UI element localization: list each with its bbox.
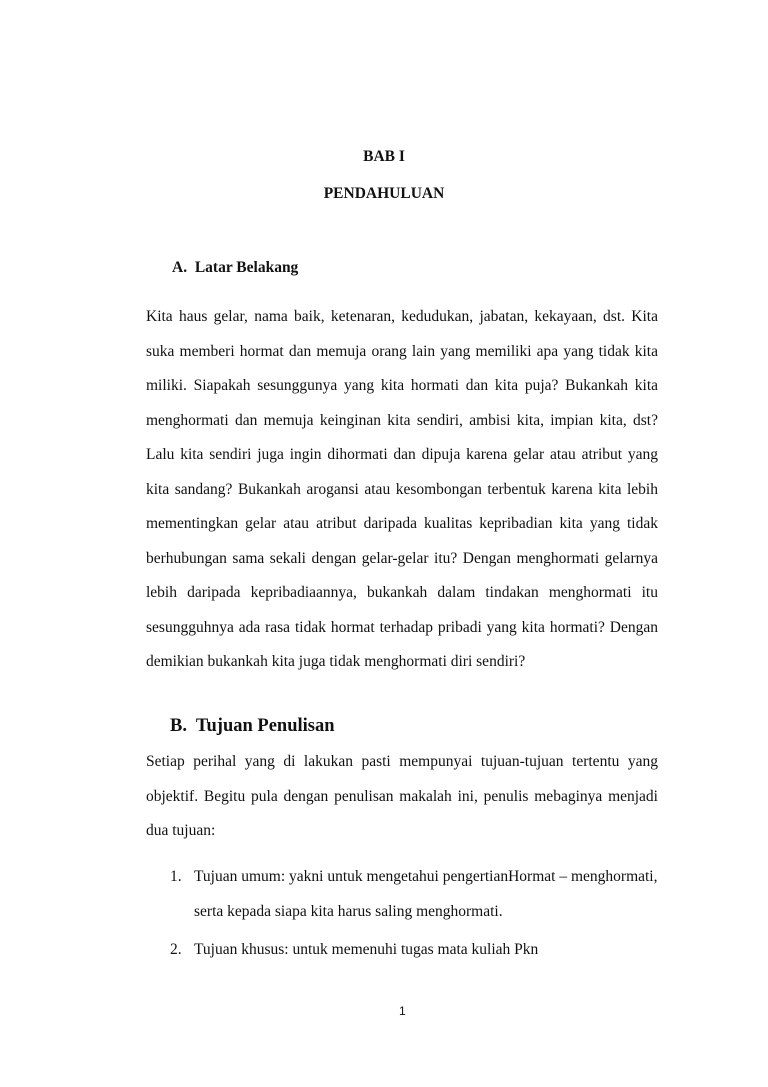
paragraph-line: Lalu kita sendiri juga ingin dihormati dan dipuja karena gelar atau atribut yang <box>146 446 658 463</box>
list-item-number: 2. <box>170 941 182 958</box>
list-item-number: 1. <box>170 868 182 885</box>
section-b-heading: B. Tujuan Penulisan <box>170 716 335 736</box>
chapter-title: PENDAHULUAN <box>323 185 445 202</box>
paragraph-line: miliki. Siapakah sesunggunya yang kita hormati dan kita puja? Bukankah kita <box>146 377 658 394</box>
section-b-paragraph <box>146 753 658 863</box>
paragraph-line: mementingkan gelar atau atribut daripada kualitas kepribadian kita yang tidak <box>146 515 658 532</box>
paragraph-line: suka memberi hormat dan memuja orang lain yang memiliki apa yang tidak kita <box>146 342 658 360</box>
paragraph-line: menghormati dan memuja keinginan kita sendiri, ambisi kita, impian kita, dst? <box>146 411 658 429</box>
list-item-text: serta kepada siapa kita harus saling menghormati. <box>194 903 503 920</box>
paragraph-line: Setiap perihal yang di lakukan pasti mempunyai tujuan-tujuan tertentu yang <box>146 753 658 770</box>
paragraph-line: sesungguhnya ada rasa tidak hormat terhadap pribadi yang kita hormati? Dengan <box>146 618 658 636</box>
paragraph-line: dua tujuan: <box>146 822 216 839</box>
paragraph-line: Kita haus gelar, nama baik, ketenaran, kedudukan, jabatan, kekayaan, dst. Kita <box>146 308 658 325</box>
section-a-heading: A. Latar Belakang <box>172 259 299 276</box>
paragraph-line: berhubungan sama sekali dengan gelar-gelar itu? Dengan menghormati gelarnya <box>146 549 658 567</box>
list-item-text: Tujuan umum: yakni untuk mengetahui pengertianHormat – menghormati, <box>194 868 658 885</box>
section-a-paragraph <box>146 308 658 688</box>
paragraph-line: demikian bukankah kita juga tidak menghormati diri sendiri? <box>146 653 526 670</box>
paragraph-line: kita sandang? Bukankah arogansi atau kesombongan terbentuk karena kita lebih <box>146 480 658 498</box>
paragraph-line: lebih daripada kepribadiaannya, bukankah dalam tindakan menghormati itu <box>146 584 658 601</box>
chapter-number: BAB I <box>363 148 405 165</box>
list-item-text: Tujuan khusus: untuk memenuhi tugas mata kuliah Pkn <box>194 941 539 958</box>
page-number: 1 <box>399 1004 406 1018</box>
paragraph-line: objektif. Begitu pula dengan penulisan makalah ini, penulis mebaginya menjadi <box>146 787 658 805</box>
